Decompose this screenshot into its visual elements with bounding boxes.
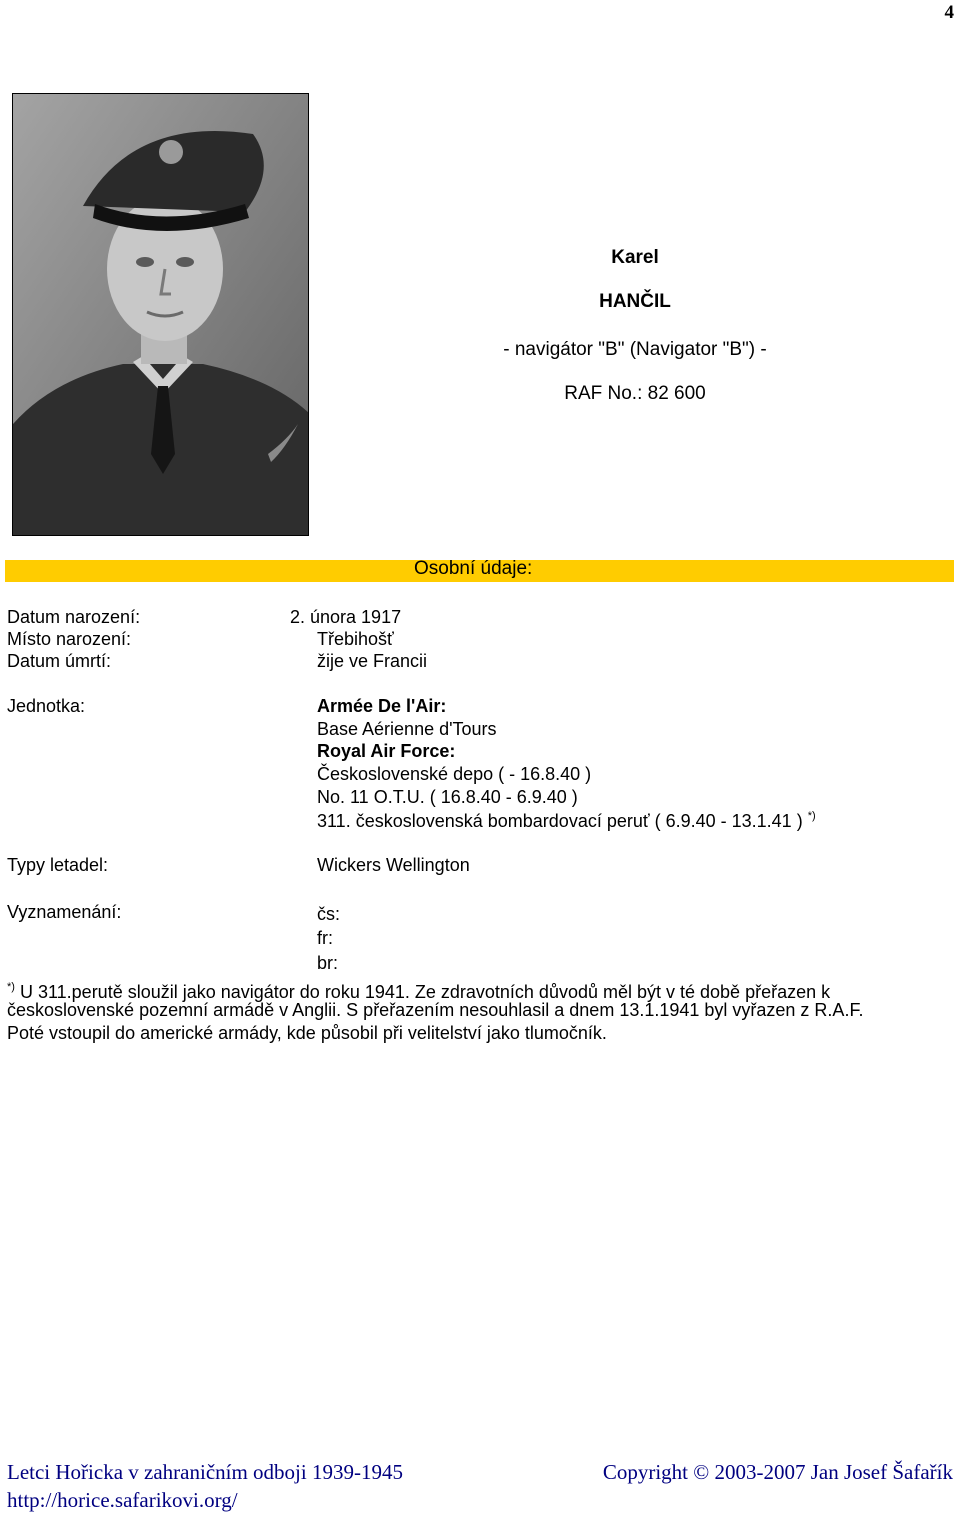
unit-label: Jednotka: [7,696,86,716]
section-title: Osobní údaje: [414,558,533,579]
aircraft-value: Wickers Wellington [317,855,470,875]
note-line: Poté vstoupil do americké armády, kde působil při velitelství jako tlumočník. [7,1023,607,1043]
birth-date: 2. února 1917 [290,607,402,627]
unit-line: Royal Air Force: [317,741,456,761]
portrait-photo [12,93,309,536]
birth-place: Třebihošť [317,629,394,649]
note-text: U 311.perutě sloužil jako navigátor do roku 1941. Ze zdravotních důvodů měl být v té době přeřazen k [19,982,831,1002]
portrait-illustration [13,94,309,536]
award-fr: fr: [317,928,333,948]
page-number: 4 [944,2,954,23]
note-line: československé pozemní armádě v Anglii. S přeřazením nesouhlasil a dnem 13.1.1941 byl vyřazen z R.A.F. [7,1000,864,1020]
award-cs: čs: [317,904,341,924]
footnote-mark: *) [807,810,816,822]
first-name: Karel [611,247,659,268]
footer-title: Letci Hořicka v zahraničním odboji 1939-1945 [7,1460,403,1484]
raf-number: RAF No.: 82 600 [564,383,706,404]
award-br: br: [317,953,339,973]
death-value: žije ve Francii [317,651,428,671]
unit-line: Base Aérienne d'Tours [317,719,497,739]
note-mark: *) [7,981,15,993]
birth-date-label: Datum narození: [7,607,141,627]
awards-label: Vyznamenání: [7,902,122,922]
footer-copyright: Copyright © 2003-2007 Jan Josef Šafařík [602,1460,953,1484]
unit-line: No. 11 O.T.U. ( 16.8.40 - 6.9.40 ) [317,787,578,807]
role: - navigátor "B" (Navigator "B") - [503,339,767,360]
unit-line: Armée De l'Air: [317,696,447,716]
birth-place-label: Místo narození: [7,629,132,649]
unit-line: 311. československá bombardovací peruť ( 6.9.40 - 13.1.41 ) [317,811,803,831]
footer-url-link[interactable]: http://horice.safarikovi.org/ [7,1488,238,1512]
unit-line: Československé depo ( - 16.8.40 ) [317,764,592,784]
death-label: Datum úmrtí: [7,651,112,671]
unit-line-with-note [317,810,816,832]
last-name: HANČIL [599,291,671,312]
aircraft-label: Typy letadel: [7,855,109,875]
